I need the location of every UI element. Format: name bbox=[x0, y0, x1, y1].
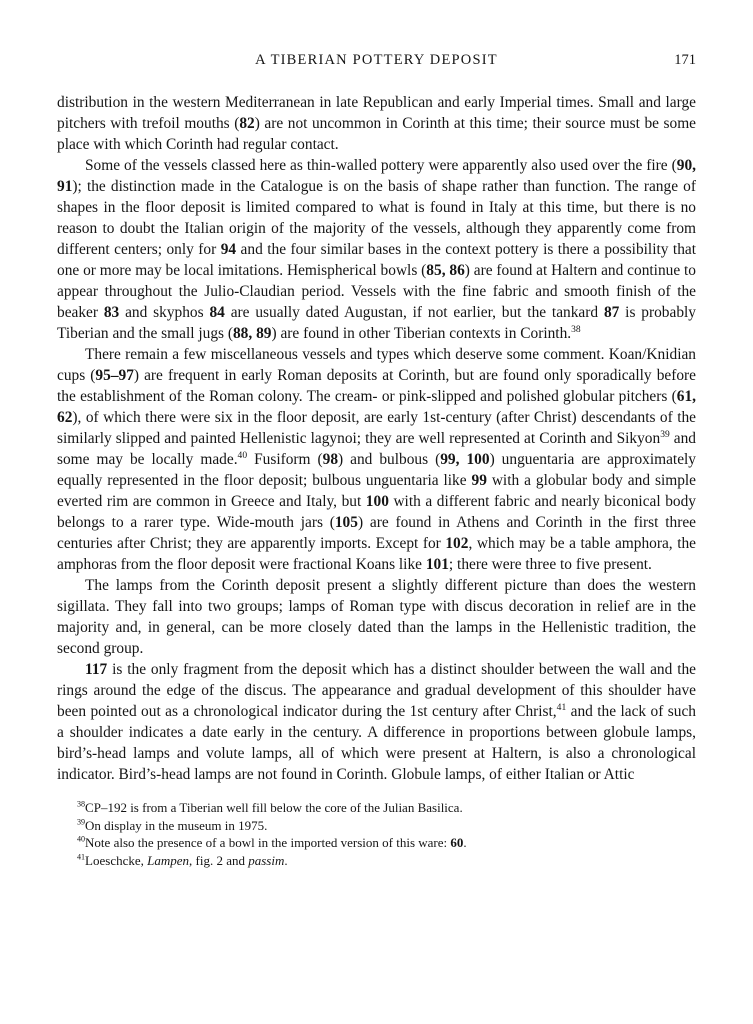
text-run: passim bbox=[248, 852, 285, 868]
text-run: On display in the museum in 1975. bbox=[85, 817, 268, 833]
footnote bbox=[57, 817, 696, 835]
text-run: and the lack of such a shoulder indicates a date early in the century. A difference in proportions between globule lamps, bird’s-head lamps and volute lamps, all of which were present at Haltern, is also a chronological indicator. Bird’s-head lamps are not found in Corinth. Globule lamps, of either Italian or Attic bbox=[57, 703, 696, 783]
text-run: 84 bbox=[209, 304, 225, 321]
text-run: is the only fragment from the deposit which has a distinct shoulder between the wall and the rings around the edge of the discus. The appearance and gradual development of this shoulder have been pointed out as a chronological indicator during the 1st century after Christ, bbox=[57, 661, 696, 720]
text-run: ) are found at Haltern and continue to appear throughout the Julio-Claudian period. Vessels with the fine fabric and smooth finish of the beaker bbox=[57, 262, 696, 321]
text-run: with a globular body and simple everted rim are common in Greece and Italy, but bbox=[57, 472, 696, 510]
text-run: . bbox=[463, 835, 467, 850]
footnote bbox=[57, 799, 696, 817]
text-run: and some may be locally made. bbox=[57, 430, 696, 468]
footnotes bbox=[57, 799, 696, 869]
text-run: CP–192 is from a Tiberian well fill below the core of the Julian Basilica. bbox=[85, 800, 463, 815]
text-run: Loeschcke, bbox=[85, 852, 148, 868]
paragraph bbox=[57, 92, 696, 155]
footnote-reference: 40 bbox=[77, 834, 86, 844]
text-run: Some of the vessels classed here as thin-walled pottery were apparently also used over the fire ( bbox=[85, 157, 677, 174]
footnote-reference: 39 bbox=[660, 428, 670, 440]
text-run: 94 bbox=[220, 241, 237, 258]
text-run: are usually dated Augustan, if not earlier, but the tankard bbox=[224, 304, 604, 321]
body-text bbox=[57, 92, 696, 785]
text-run: ) are found in Athens and Corinth in the first three centuries after Christ; they are apparently imports. Except for bbox=[57, 514, 696, 552]
text-run: 90, 91 bbox=[57, 157, 696, 195]
footnote bbox=[57, 834, 696, 852]
text-run: 100 bbox=[365, 493, 389, 510]
text-run: Fusiform ( bbox=[247, 451, 323, 468]
text-run: 60 bbox=[450, 835, 464, 850]
text-run: 87 bbox=[603, 304, 620, 321]
text-run: ), of which there were six in the floor deposit, are early 1st-century (after Christ) descendants of the similarly slipped and painted Hellenistic lagynoi; they are well represented at Corinth and Sikyon bbox=[57, 409, 696, 447]
paragraph bbox=[57, 344, 696, 575]
page-number: 171 bbox=[674, 52, 696, 68]
paragraph bbox=[57, 155, 696, 344]
text-run: . bbox=[284, 852, 288, 868]
text-run: 61, 62 bbox=[57, 388, 696, 426]
text-run: ) unguentaria are approximately equally represented in the floor deposit; bulbous unguentaria like bbox=[57, 451, 696, 489]
text-run: 98 bbox=[322, 451, 339, 468]
text-run: 88, 89 bbox=[232, 325, 272, 342]
text-run: ) and bulbous ( bbox=[338, 451, 441, 468]
text-run: distribution in the western Mediterranean in late Republican and early Imperial times. Small and large pitchers with trefoil mouths ( bbox=[57, 94, 696, 132]
text-run: ) are frequent in early Roman deposits at Corinth, but are found only sporadically before the establishment of the Roman colony. The cream- or pink-slipped and polished globular pitchers ( bbox=[57, 367, 697, 405]
text-run: , fig. 2 and bbox=[189, 852, 249, 868]
paragraph bbox=[57, 659, 696, 785]
text-run: is probably Tiberian and the small jugs ( bbox=[57, 304, 696, 342]
text-run: Lampen bbox=[147, 852, 190, 868]
running-title: A TIBERIAN POTTERY DEPOSIT bbox=[255, 52, 498, 68]
text-run: , which may be a table amphora, the amphoras from the floor deposit were fractional Koans like bbox=[57, 535, 697, 573]
footnote bbox=[57, 852, 696, 870]
text-run: ; there were three to five present. bbox=[448, 556, 652, 573]
text-run: 99 bbox=[471, 472, 487, 489]
text-run: ); the distinction made in the Catalogue is on the basis of shape rather than function. The range of shapes in the floor deposit is limited compared to what is found in Italy at this time, but there is no reason to doubt the Italian origin of the majority of the vessels, although they apparently come from different centers; only for bbox=[57, 178, 696, 258]
text-run: 105 bbox=[334, 514, 358, 531]
text-run: 101 bbox=[425, 556, 449, 573]
footnote-reference: 38 bbox=[571, 323, 581, 335]
text-run: and the four similar bases in the context pottery is there a possibility that one or more may be local imitations. Hemispherical bowls ( bbox=[57, 241, 696, 279]
text-run: ) are found in other Tiberian contexts in Corinth. bbox=[271, 325, 572, 342]
text-run: 95–97 bbox=[95, 367, 134, 384]
text-run: The lamps from the Corinth deposit present a slightly different picture than does the western sigillata. They fall into two groups; lamps of Roman type with discus decoration in relief are in the majority and, in general, can be more closely dated than the lamps in the Hellenistic tradition, the second group. bbox=[57, 577, 696, 657]
text-run: There remain a few miscellaneous vessels and types which deserve some comment. Koan/Knidian cups ( bbox=[57, 346, 696, 384]
text-run: 82 bbox=[239, 115, 255, 132]
paragraph bbox=[57, 575, 696, 659]
footnote-reference: 40 bbox=[237, 449, 248, 461]
text-run: 117 bbox=[85, 661, 108, 678]
text-run: ) are not uncommon in Corinth at this time; their source must be some place with which Corinth had regular contact. bbox=[57, 115, 697, 153]
text-run: Note also the presence of a bowl in the imported version of this ware: bbox=[85, 835, 451, 850]
page-header bbox=[57, 52, 696, 72]
text-run: and skyphos bbox=[119, 304, 210, 321]
text-run: 85, 86 bbox=[426, 262, 465, 279]
footnote-reference: 41 bbox=[77, 852, 86, 862]
text-run: 83 bbox=[103, 304, 120, 321]
footnote-reference: 38 bbox=[77, 799, 86, 809]
footnote-reference: 39 bbox=[77, 817, 86, 827]
text-run: with a different fabric and nearly biconical body belongs to a rarer type. Wide-mouth jars ( bbox=[57, 493, 696, 531]
text-run: 99, 100 bbox=[440, 451, 490, 468]
text-run: 102 bbox=[445, 535, 469, 552]
footnote-reference: 41 bbox=[556, 701, 567, 713]
